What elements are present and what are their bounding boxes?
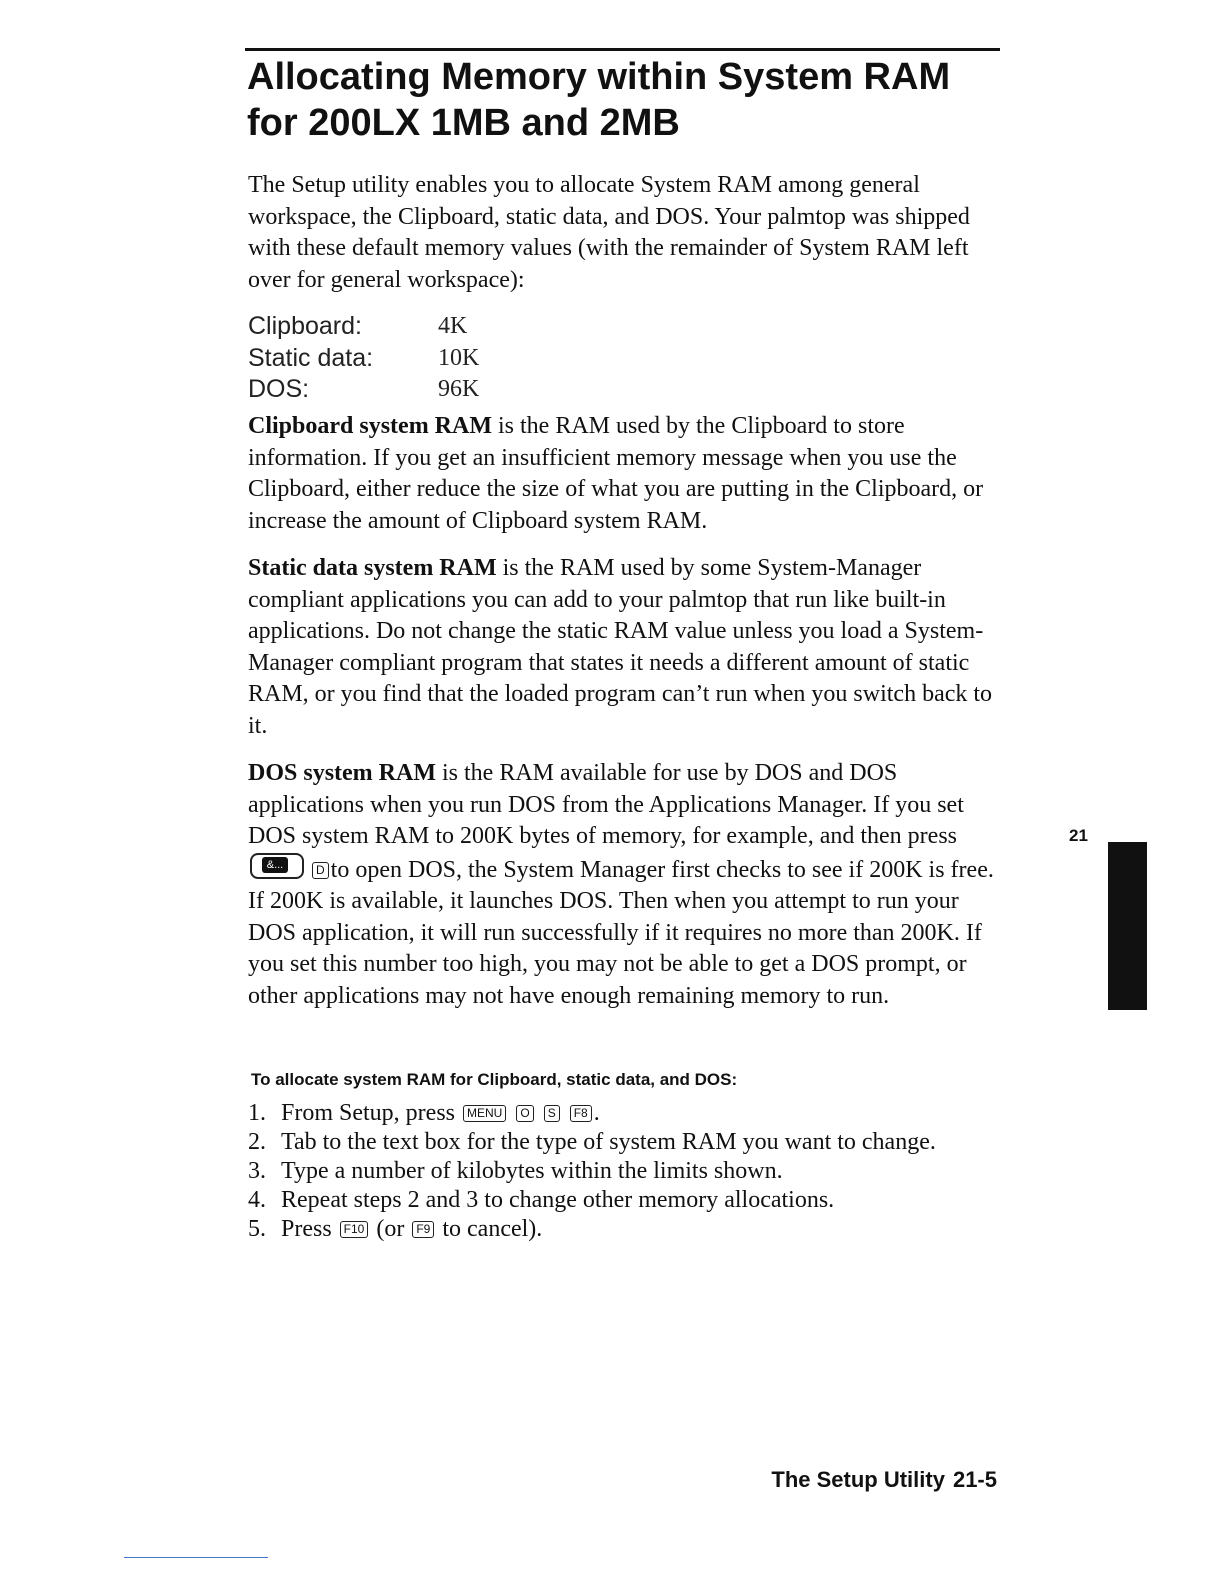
step-3 — [248, 1157, 968, 1186]
step-text: Repeat steps 2 and 3 to change other memory allocations. — [281, 1187, 835, 1213]
step-end: . — [593, 1100, 600, 1126]
applications-key-icon — [250, 853, 304, 879]
s-key-icon: S — [544, 1105, 560, 1122]
step-5 — [248, 1215, 968, 1244]
page-title-line-1: Allocating Memory within System RAM — [247, 56, 951, 98]
memory-row-dos — [248, 374, 479, 406]
applications-key-label: &... — [262, 857, 288, 873]
step-number: 2. — [248, 1129, 266, 1155]
title-rule — [245, 48, 1000, 51]
dos-text-b: to open DOS, the System Manager first checks to see if 200K is free. If 200K is available, it launches DOS. Then when you attempt to run your DOS application, it will run successfully if it requires no more than 200K. If you set this number too high, you may not be able to get a DOS prompt, or other applications may not have enough remaining memory to run. — [248, 856, 994, 1009]
memory-label: Clipboard: — [248, 312, 362, 340]
page-title-line-2: for 200LX 1MB and 2MB — [247, 102, 680, 144]
step-text-c: to cancel). — [442, 1216, 543, 1242]
static-term: Static data system RAM — [248, 555, 497, 581]
menu-key-icon: MENU — [463, 1105, 506, 1122]
step-2 — [248, 1128, 968, 1157]
static-text: is the RAM used by some System-Manager compliant applications you can add to your palmtop that run like built-in applications. Do not change the static RAM value unless you load a System-Manager compliant program that states it needs a different amount of static RAM, or you find that the loaded program can’t run when you switch back to it. — [248, 555, 993, 739]
clipboard-text: is the RAM used by the Clipboard to store information. If you get an insufficient memory message when you use the Clipboard, either reduce the size of what you are putting in the Clipboard, or increase the amount of Clipboard system RAM. — [248, 413, 984, 534]
memory-row-clipboard — [248, 311, 479, 343]
f8-key-icon: F8 — [570, 1105, 592, 1122]
step-text: From Setup, press — [281, 1100, 455, 1126]
memory-value: 10K — [438, 344, 480, 371]
f10-key-icon: F10 — [340, 1221, 369, 1238]
step-number: 4. — [248, 1187, 266, 1213]
chapter-tab-marker — [1108, 842, 1147, 1010]
default-memory-values — [248, 311, 479, 406]
step-1 — [248, 1099, 968, 1128]
procedure-heading: To allocate system RAM for Clipboard, static data, and DOS: — [251, 1070, 738, 1089]
step-text: Tab to the text box for the type of system RAM you want to change. — [281, 1129, 936, 1155]
memory-row-static — [248, 343, 479, 375]
chapter-number: 21 — [1069, 826, 1088, 845]
step-number: 5. — [248, 1216, 266, 1242]
intro-text: The Setup utility enables you to allocate System RAM among general workspace, the Clipboard, static data, and DOS. Your palmtop was shipped with these default memory values (with the remainder of System RAM left over for general workspace): — [248, 172, 970, 293]
bottom-divider — [124, 1557, 268, 1558]
page-title — [247, 54, 950, 146]
step-number: 1. — [248, 1100, 266, 1126]
dos-term: DOS system RAM — [248, 760, 436, 786]
step-number: 3. — [248, 1158, 266, 1184]
memory-value: 96K — [438, 376, 480, 402]
step-4 — [248, 1186, 968, 1215]
dos-paragraph — [248, 758, 1008, 1012]
clipboard-term: Clipboard system RAM — [248, 413, 492, 439]
memory-label: Static data: — [248, 343, 374, 372]
f9-key-icon: F9 — [412, 1221, 434, 1238]
step-text: Type a number of kilobytes within the limits shown. — [281, 1158, 783, 1184]
memory-label: DOS: — [248, 375, 310, 403]
o-key-icon: O — [516, 1105, 533, 1122]
procedure-steps — [248, 1099, 968, 1244]
footer-section: The Setup Utility — [771, 1467, 945, 1492]
page-footer — [771, 1467, 997, 1493]
footer-page-number: 21-5 — [952, 1467, 997, 1492]
static-data-paragraph — [248, 553, 1008, 742]
clipboard-paragraph — [248, 411, 1008, 537]
dos-text-a: is the RAM available for use by DOS and DOS applications when you run DOS from the Applications Manager. If you set DOS system RAM to 200K bytes of memory, for example, and then press — [248, 760, 964, 849]
memory-value: 4K — [438, 313, 468, 339]
step-text-a: Press — [281, 1216, 332, 1242]
step-text-b: (or — [376, 1216, 405, 1242]
intro-paragraph — [248, 170, 1008, 296]
d-key-icon: D — [312, 862, 329, 879]
